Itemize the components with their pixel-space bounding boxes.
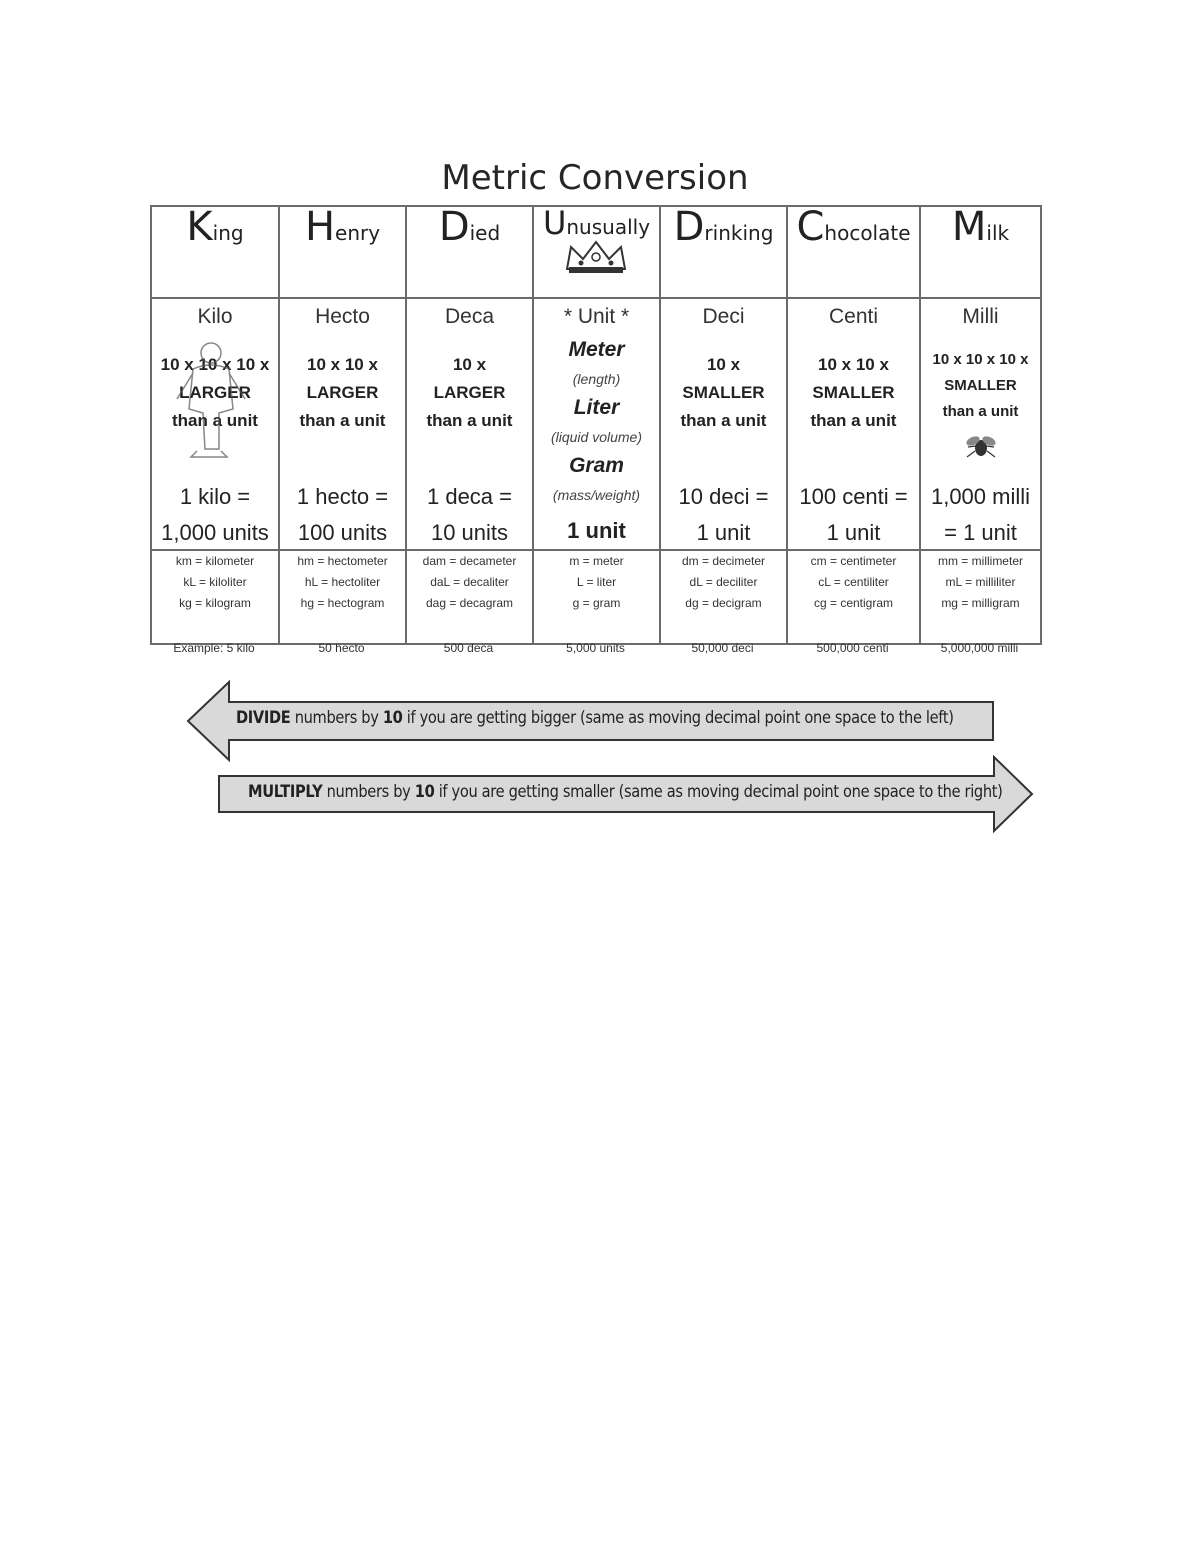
base-unit-name: Meter — [568, 338, 625, 361]
abbreviation: kg = kilogram — [179, 596, 251, 610]
abbreviation: cL = centiliter — [818, 575, 889, 589]
abbreviation: m = meter — [569, 554, 624, 568]
abbreviation: hL = hectoliter — [304, 575, 381, 589]
abbreviation: mL = milliliter — [945, 575, 1016, 589]
abbreviation-cell — [787, 550, 920, 644]
mnemonic-initial: H — [304, 204, 336, 250]
divide-number: 10 — [382, 708, 403, 728]
abbreviation-cell — [533, 550, 660, 644]
abbreviation-cell — [920, 550, 1041, 644]
divide-text: numbers by — [290, 708, 383, 728]
factor-text — [407, 351, 532, 435]
factor-line: SMALLER — [812, 383, 895, 402]
example-value: 5,000 units — [566, 641, 625, 655]
mnemonic-cell-milk — [920, 206, 1041, 298]
factor-line: LARGER — [179, 383, 251, 402]
mnemonic-word — [438, 204, 501, 250]
factor-line: 10 x — [452, 355, 487, 374]
abbreviation: L = liter — [576, 575, 617, 589]
abbreviation: kL = kiloliter — [183, 575, 247, 589]
examples-row — [150, 641, 1040, 655]
prefix-cell-deci — [660, 298, 787, 550]
mnemonic-cell-king — [151, 206, 279, 298]
mnemonic-word — [542, 204, 651, 275]
abbreviation-cell — [660, 550, 787, 644]
mnemonic-rest: nusually — [566, 215, 651, 239]
equivalence-line: 1 kilo = — [179, 484, 251, 509]
equivalence — [407, 479, 532, 551]
prefix-cell-unit — [533, 298, 660, 550]
page-title: Metric Conversion — [441, 158, 749, 198]
factor-line: than a unit — [426, 411, 513, 430]
equivalence-line: = 1 unit — [944, 520, 1017, 545]
equivalence-line: 100 units — [297, 520, 388, 545]
abbreviation: hg = hectogram — [300, 596, 385, 610]
mnemonic-cell-chocolate — [787, 206, 920, 298]
abbreviation: hm = hectometer — [297, 554, 388, 568]
prefix-cell-milli — [920, 298, 1041, 550]
factor-text — [921, 347, 1040, 425]
prefix-cell-deca — [406, 298, 533, 550]
multiply-number: 10 — [414, 782, 435, 802]
prefix-label: Kilo — [197, 305, 233, 328]
abbreviation: daL = decaliter — [430, 575, 509, 589]
factor-line: than a unit — [172, 411, 258, 430]
prefix-label: * Unit * — [563, 305, 630, 328]
mnemonic-rest: enry — [335, 221, 381, 245]
base-unit-name: Gram — [569, 454, 624, 477]
abbreviation-cell — [406, 550, 533, 644]
prefix-cell-kilo — [151, 298, 279, 550]
abbreviation: dL = deciliter — [689, 575, 758, 589]
mnemonic-rest: ilk — [986, 221, 1010, 245]
abbreviation-cell — [151, 550, 279, 644]
equivalence-line: 10 units — [430, 520, 509, 545]
base-unit-note: (mass/weight) — [552, 487, 641, 503]
equivalence-line: 10 deci = — [678, 484, 769, 509]
mnemonic-initial: D — [673, 204, 705, 250]
base-units — [534, 335, 659, 509]
equivalence — [661, 479, 786, 551]
mnemonic-word — [304, 204, 381, 250]
equivalence — [788, 479, 919, 551]
factor-line: LARGER — [433, 383, 506, 402]
factor-line: 10 x — [706, 355, 741, 374]
mnemonic-rest: rinking — [704, 221, 774, 245]
factor-line: than a unit — [810, 411, 897, 430]
factor-line: than a unit — [299, 411, 386, 430]
equivalence — [280, 479, 405, 551]
mnemonic-initial: C — [796, 204, 825, 250]
equivalence — [921, 479, 1040, 551]
factor-line: 10 x 10 x — [818, 355, 889, 374]
abbreviation: cg = centigram — [813, 596, 894, 610]
factor-line: 10 x 10 x 10 x — [160, 355, 270, 374]
mnemonic-word — [186, 204, 244, 250]
example-value: 5,000,000 milli — [940, 641, 1019, 655]
prefix-label: Deci — [702, 305, 745, 328]
factor-line: 10 x 10 x — [307, 355, 378, 374]
factor-line: than a unit — [680, 411, 767, 430]
equivalence — [152, 479, 278, 551]
prefix-label: Deca — [444, 305, 495, 328]
equivalence-line: 1 unit — [826, 520, 881, 545]
mnemonic-initial: D — [438, 204, 470, 250]
abbreviation: cm = centimeter — [810, 554, 897, 568]
equivalence-line: 100 centi = — [799, 484, 908, 509]
factor-text — [280, 351, 405, 435]
mnemonic-rest: ing — [212, 221, 244, 245]
factor-line: LARGER — [306, 383, 379, 402]
mnemonic-initial: K — [186, 204, 213, 250]
abbreviation: dag = decagram — [425, 596, 514, 610]
prefix-label: Centi — [828, 305, 879, 328]
equivalence-line: 1 hecto = — [296, 484, 389, 509]
mnemonic-row — [151, 206, 1041, 298]
metric-conversion-table — [150, 205, 1042, 645]
factor-text — [788, 351, 919, 435]
abbreviation: dam = decameter — [422, 554, 517, 568]
mnemonic-cell-died — [406, 206, 533, 298]
divide-text: if you are getting bigger (same as moving decimal point one space to the left) — [402, 708, 954, 728]
factor-line: SMALLER — [682, 383, 765, 402]
abbreviation: mg = milligram — [941, 596, 1020, 610]
base-unit-name: Liter — [573, 396, 620, 419]
equivalence-line: 1 unit — [696, 520, 751, 545]
example-value: 500,000 centi — [816, 641, 889, 655]
example-value: Example: 5 kilo — [173, 641, 255, 655]
abbreviation: dm = decimeter — [681, 554, 766, 568]
mnemonic-rest: ied — [469, 221, 501, 245]
prefix-cell-centi — [787, 298, 920, 550]
abbreviation: dg = decigram — [685, 596, 762, 610]
prefix-label: Milli — [962, 305, 999, 328]
factor-line: 10 x 10 x 10 x — [932, 351, 1029, 368]
multiply-keyword: MULTIPLY — [248, 782, 323, 802]
equivalence — [534, 513, 659, 549]
abbreviation: km = kilometer — [175, 554, 255, 568]
fly-icon — [962, 431, 1000, 461]
mnemonic-cell-unusually — [533, 206, 660, 298]
prefix-label: Hecto — [315, 305, 370, 328]
mnemonic-rest: hocolate — [824, 221, 911, 245]
mnemonic-cell-drinking — [660, 206, 787, 298]
multiply-rule — [248, 782, 1003, 802]
mnemonic-word — [673, 204, 774, 250]
equivalence-line: 1 unit — [567, 518, 626, 543]
base-unit-note: (liquid volume) — [550, 429, 643, 445]
divide-keyword: DIVIDE — [236, 708, 291, 728]
base-unit-note: (length) — [572, 371, 621, 387]
mnemonic-initial: U — [542, 204, 567, 242]
equivalence-line: 1,000 units — [161, 520, 269, 545]
factor-line: than a unit — [942, 403, 1019, 420]
crown-icon — [563, 239, 629, 275]
equivalence-line: 1,000 milli — [930, 484, 1031, 509]
divide-rule — [236, 708, 954, 728]
equivalence-line: 1 deca = — [426, 484, 512, 509]
mnemonic-cell-henry — [279, 206, 406, 298]
abbreviation-cell — [279, 550, 406, 644]
factor-text — [661, 351, 786, 435]
mnemonic-word — [951, 204, 1010, 250]
factor-line: SMALLER — [944, 377, 1017, 394]
king-figure-icon — [171, 339, 251, 459]
example-value: 50 hecto — [318, 641, 365, 655]
prefix-row — [151, 298, 1041, 550]
example-value: 500 deca — [443, 641, 494, 655]
mnemonic-word — [796, 204, 911, 250]
abbreviation: mm = millimeter — [937, 554, 1023, 568]
mnemonic-initial: M — [951, 204, 987, 250]
abbreviation: g = gram — [572, 596, 621, 610]
multiply-text: if you are getting smaller (same as moving decimal point one space to the right) — [434, 782, 1003, 802]
prefix-cell-hecto — [279, 298, 406, 550]
multiply-text: numbers by — [322, 782, 415, 802]
example-value: 50,000 deci — [691, 641, 754, 655]
abbreviation-row — [151, 550, 1041, 644]
